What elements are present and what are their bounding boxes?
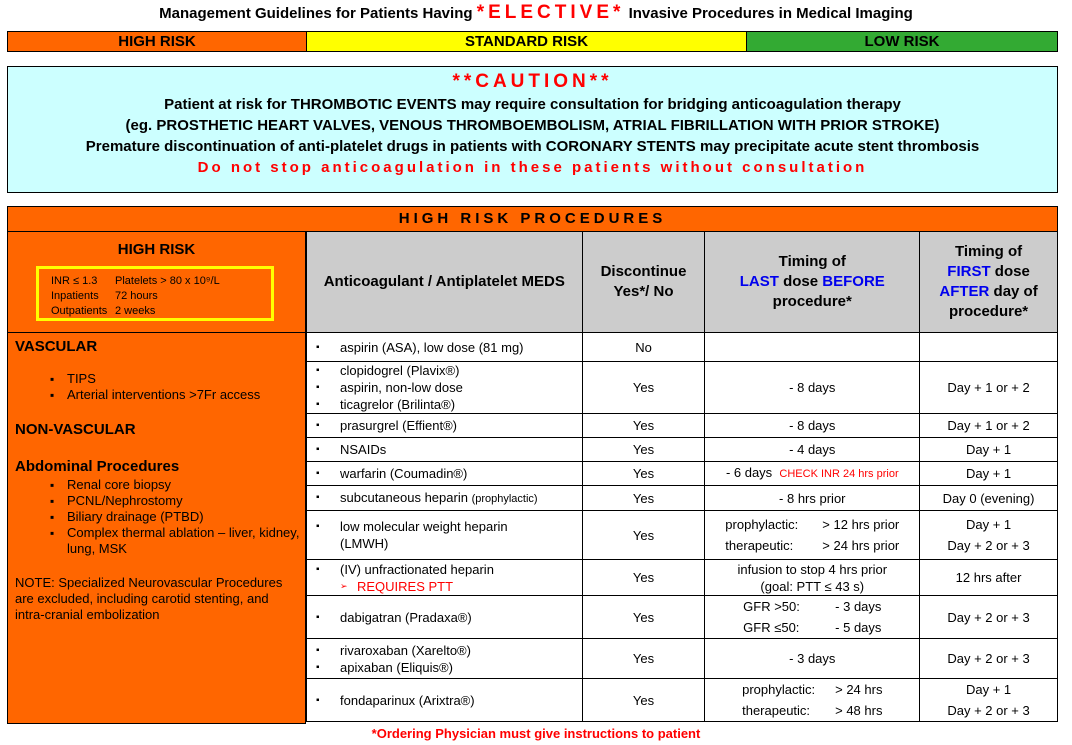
last-dose-value: - 4 days <box>705 438 920 462</box>
med-name: ▪ warfarin (Coumadin®) <box>340 465 582 482</box>
last-dose-value: - 3 days <box>705 639 920 679</box>
last-dose-value: - 8 hrs prior <box>705 486 920 511</box>
discontinue-value: Yes <box>582 596 705 639</box>
list-item: ▪ Renal core biopsy <box>50 477 305 493</box>
first-dose-value: 12 hrs after <box>920 560 1058 596</box>
med-name: ▪ ticagrelor (Brilinta®) <box>340 396 582 413</box>
section-title: HIGH RISK PROCEDURES <box>7 206 1058 231</box>
med-name: ▪ dabigatran (Pradaxa®) <box>340 609 582 626</box>
table-row <box>307 362 1058 414</box>
risk-legend-standard: STANDARD RISK <box>307 32 747 51</box>
med-name: ▪ aspirin, non-low dose <box>340 379 582 396</box>
table-header-row <box>307 232 1058 333</box>
table-row <box>307 333 1058 362</box>
last-dose-value: prophylactic: > 24 hrs therapeutic: > 48 hrs <box>705 679 920 722</box>
last-dose-value: infusion to stop 4 hrs prior (goal: PTT ≤ 43 s) <box>705 560 920 596</box>
platelets-threshold: Platelets > 80 x 10⁹/L <box>115 275 220 287</box>
table-row <box>307 438 1058 462</box>
first-dose-value: Day + 2 or + 3 <box>920 596 1058 639</box>
table-row <box>307 639 1058 679</box>
caution-box <box>7 66 1058 193</box>
first-dose-value: Day + 1 <box>920 438 1058 462</box>
page-title <box>0 2 1072 24</box>
discontinue-value: Yes <box>582 462 705 486</box>
last-dose-value: - 8 days <box>705 414 920 438</box>
discontinue-value: Yes <box>582 414 705 438</box>
caution-heading: **CAUTION** <box>452 71 613 92</box>
first-dose-value: Day + 1 Day + 2 or + 3 <box>920 511 1058 560</box>
nonvascular-heading: NON-VASCULAR <box>15 421 136 438</box>
last-dose-value: GFR >50: - 3 days GFR ≤50: - 5 days <box>705 596 920 639</box>
first-dose-value: Day 0 (evening) <box>920 486 1058 511</box>
high-risk-criteria <box>8 232 305 333</box>
med-name: ▪ apixaban (Eliquis®) <box>340 659 582 676</box>
last-dose-value: - 8 days <box>705 362 920 414</box>
med-name: ▪ NSAIDs <box>340 441 582 458</box>
vascular-heading: VASCULAR <box>15 338 98 355</box>
procedures-panel <box>7 231 306 724</box>
list-item: ▪ TIPS <box>50 371 305 387</box>
inpatients-label: Inpatients <box>51 290 99 302</box>
list-item: ▪ PCNL/Nephrostomy <box>50 493 305 509</box>
first-dose-value: Day + 1 or + 2 <box>920 362 1058 414</box>
risk-legend-bar <box>7 31 1058 52</box>
caution-line-1: Patient at risk for THROMBOTIC EVENTS may require consultation for bridging anticoagulation therapy <box>164 96 901 113</box>
discontinue-value: Yes <box>582 511 705 560</box>
discontinue-value: Yes <box>582 486 705 511</box>
abdominal-heading: Abdominal Procedures <box>15 458 180 475</box>
med-name: ▪ prasurgrel (Effient®) <box>340 417 582 434</box>
title-prefix: Management Guidelines for Patients Having <box>159 5 473 22</box>
table-row <box>307 679 1058 722</box>
med-name-cont: (LMWH) <box>340 536 389 551</box>
ptt-requirement: ➢ REQUIRES PTT <box>340 578 582 595</box>
header-first-dose: Timing of FIRST dose AFTER day of procedure* <box>920 232 1058 333</box>
inr-threshold: INR ≤ 1.3 <box>51 275 98 287</box>
caution-warning: Do not stop anticoagulation in these patients without consultation <box>197 159 868 176</box>
list-item: ▪ Complex thermal ablation – liver, kidney, lung, MSK <box>50 525 305 557</box>
risk-legend-low: LOW RISK <box>747 32 1057 51</box>
abdominal-list <box>15 477 305 557</box>
first-dose-value: Day + 1 or + 2 <box>920 414 1058 438</box>
caution-line-3: Premature discontinuation of anti-platelet drugs in patients with CORONARY STENTS may precipitate acute stent thrombosis <box>85 138 980 155</box>
outpatients-label: Outpatients <box>51 305 108 317</box>
title-suffix: Invasive Procedures in Medical Imaging <box>628 5 913 22</box>
header-last-dose: Timing of LAST dose BEFORE procedure* <box>705 232 920 333</box>
footnote: *Ordering Physician must give instructions to patient <box>371 726 701 741</box>
discontinue-value: Yes <box>582 639 705 679</box>
risk-legend-high: HIGH RISK <box>8 32 307 51</box>
med-name: ▪ (IV) unfractionated heparin <box>340 561 582 578</box>
med-name: ▪ low molecular weight heparin <box>340 518 582 535</box>
outpatients-value: 2 weeks <box>115 305 156 317</box>
med-name: ▪ aspirin (ASA), low dose (81 mg) <box>340 339 582 356</box>
high-risk-label: HIGH RISK <box>117 241 196 258</box>
med-name: ▪ fondaparinux (Arixtra®) <box>340 692 582 709</box>
title-elective: *ELECTIVE* <box>476 2 625 23</box>
first-dose-value: Day + 1 <box>920 462 1058 486</box>
last-dose-value: - 6 days CHECK INR 24 hrs prior <box>705 462 920 486</box>
vascular-list <box>15 371 305 403</box>
lab-thresholds-box <box>36 266 274 321</box>
caution-line-2: (eg. PROSTHETIC HEART VALVES, VENOUS THROMBOEMBOLISM, ATRIAL FIBRILLATION WITH PRIOR STROKE) <box>125 117 940 134</box>
last-dose-value <box>705 333 920 362</box>
med-name: ▪ rivaroxaban (Xarelto®) <box>340 642 582 659</box>
procedure-list <box>8 333 305 623</box>
inpatients-value: 72 hours <box>115 290 158 302</box>
table-row <box>307 486 1058 511</box>
table-row <box>307 560 1058 596</box>
list-item: ▪ Biliary drainage (PTBD) <box>50 509 305 525</box>
discontinue-value: Yes <box>582 679 705 722</box>
last-dose-value: prophylactic: > 12 hrs prior therapeutic: > 24 hrs prior <box>705 511 920 560</box>
table-row <box>307 414 1058 438</box>
first-dose-value: Day + 2 or + 3 <box>920 639 1058 679</box>
header-meds: Anticoagulant / Antiplatelet MEDS <box>307 232 583 333</box>
first-dose-value: Day + 1 Day + 2 or + 3 <box>920 679 1058 722</box>
discontinue-value: Yes <box>582 438 705 462</box>
discontinue-value: Yes <box>582 560 705 596</box>
medication-table <box>306 231 1058 722</box>
neurovascular-note: NOTE: Specialized Neurovascular Procedures are excluded, including carotid stenting, and intra-cranial embolization <box>15 575 283 622</box>
med-name: ▪ clopidogrel (Plavix®) <box>340 362 582 379</box>
discontinue-value: Yes <box>582 362 705 414</box>
table-row <box>307 596 1058 639</box>
header-discontinue: Discontinue Yes*/ No <box>582 232 705 333</box>
med-name: ▪ subcutaneous heparin (prophylactic) <box>340 489 582 508</box>
table-row <box>307 462 1058 486</box>
list-item: ▪ Arterial interventions >7Fr access <box>50 387 305 403</box>
discontinue-value: No <box>582 333 705 362</box>
inr-check-note: CHECK INR 24 hrs prior <box>779 468 899 480</box>
first-dose-value <box>920 333 1058 362</box>
table-row <box>307 511 1058 560</box>
